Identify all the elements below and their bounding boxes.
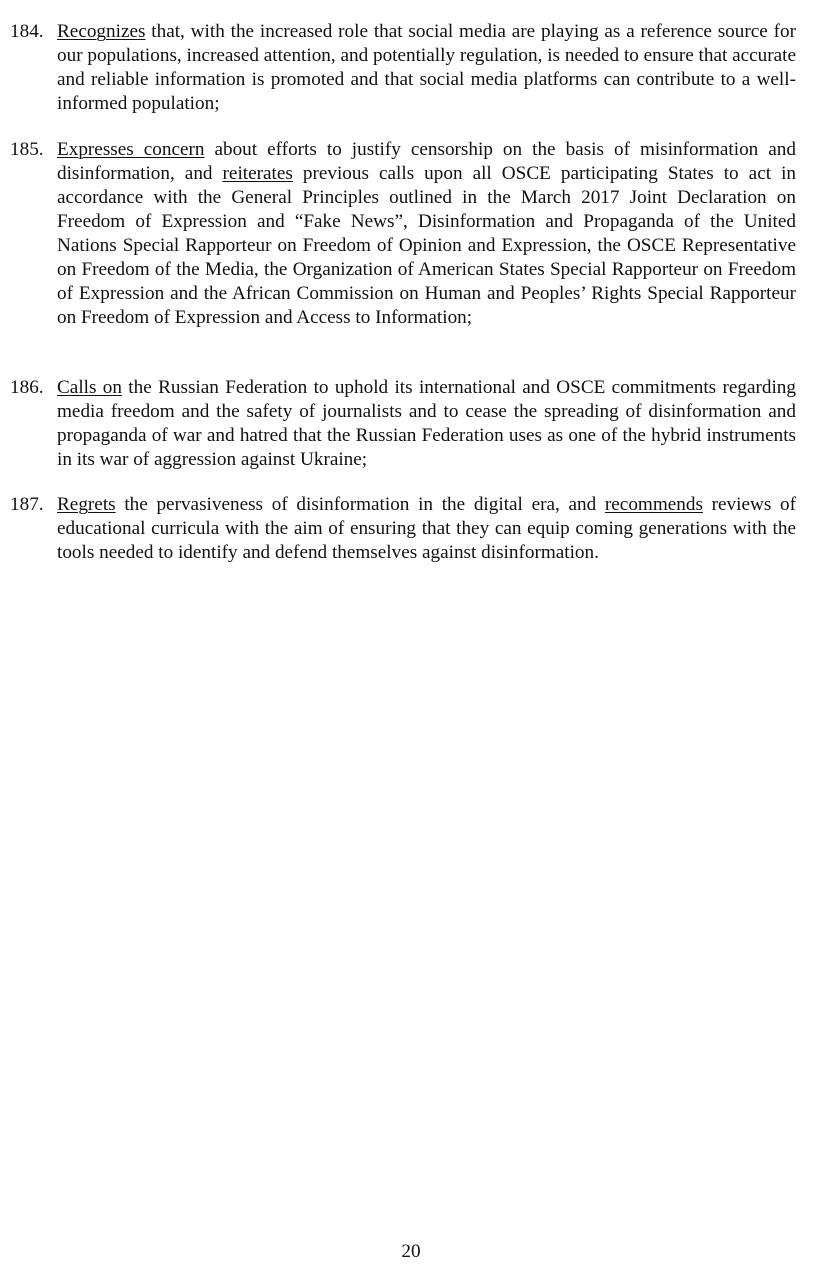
paragraph-text-run: that, with the increased role that social media are playing as a reference source for our populations, increased attention, and potentially regulation, is needed to ensure that accurate and reliable information is promoted and that social media platforms can contribute to a well-informed population;: [57, 21, 796, 114]
paragraph-number: 184.: [10, 21, 44, 42]
paragraph-text-run: the pervasiveness of disinformation in the digital era, and: [115, 494, 605, 515]
paragraph-text: [57, 493, 796, 565]
paragraph-number: 185.: [10, 139, 44, 160]
paragraph-text-run: the Russian Federation to uphold its international and OSCE commitments regarding media freedom and the safety of journalists and to cease the spreading of disinformation and propaganda of war and hatred that the Russian Federation uses as one of the hybrid instruments in its war of aggression against Ukraine;: [57, 377, 796, 470]
emphasis-phrase: Calls on: [57, 377, 122, 398]
paragraph-text-run: about efforts to justify censorship on the basis of misinformation and disinformation, and: [57, 139, 796, 184]
paragraph-text-run: reviews of educational curricula with the aim of ensuring that they can equip coming generations with the tools needed to identify and defend themselves against disinformation.: [57, 494, 796, 563]
paragraph-text: [57, 376, 796, 472]
paragraph-text: [57, 20, 796, 116]
page-number: 20: [401, 1241, 421, 1262]
paragraph-text-run: previous calls upon all OSCE participating States to act in accordance with the General Principles outlined in the March 2017 Joint Declaration on Freedom of Expression and “Fake News”, Disinformation and Propaganda of the United Nations Special Rapporteur on Freedom of Opinion and Expression, the OSCE Representative on Freedom of the Media, the Organization of American States Special Rapporteur on Freedom of Expression and the African Commission on Human and Peoples’ Rights Special Rapporteur on Freedom of Expression and Access to Information;: [57, 163, 796, 328]
emphasis-phrase: Regrets: [57, 494, 116, 515]
emphasis-phrase: Recognizes: [57, 21, 146, 42]
emphasis-phrase: recommends: [604, 494, 703, 515]
paragraph-text: [57, 138, 796, 330]
paragraph-number: 187.: [10, 494, 44, 515]
emphasis-phrase: reiterates: [222, 163, 293, 184]
paragraph-number: 186.: [10, 377, 44, 398]
emphasis-phrase: Expresses concern: [57, 139, 205, 160]
